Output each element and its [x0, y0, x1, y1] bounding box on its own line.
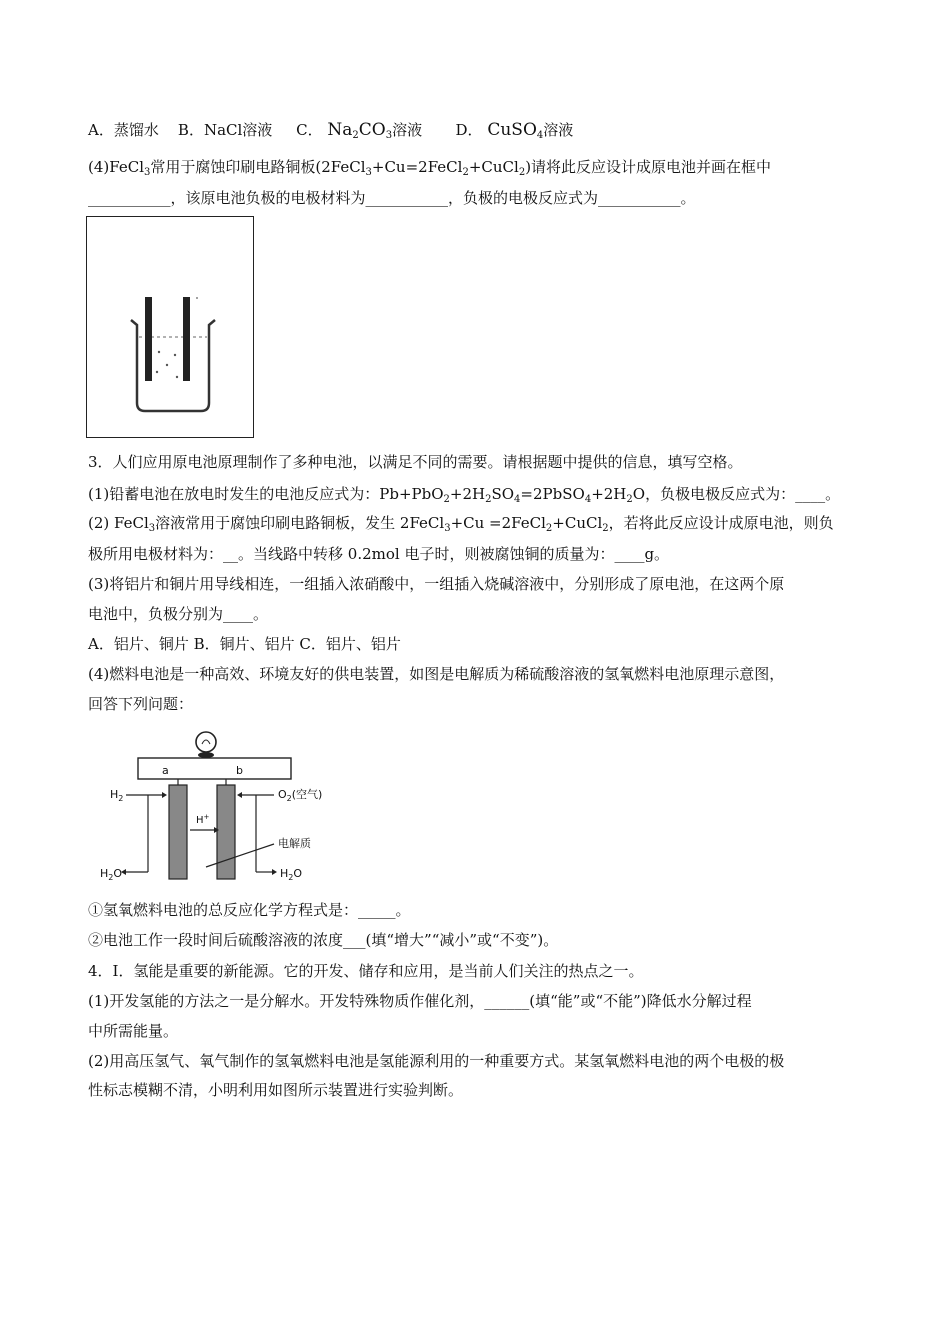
electrode-a [169, 785, 187, 879]
h2o-left-sub: 2 [108, 873, 114, 882]
text-run: +CuCl [552, 514, 603, 532]
o2-text: O [278, 788, 287, 801]
subscript: 2 [545, 523, 553, 534]
fuel-cell-diagram [96, 722, 356, 887]
q3-part4-line1: (4)燃料电池是一种高效、环境友好的供电装置，如图是电解质为稀硫酸溶液的氢氧燃料电池原理示意图， [88, 665, 785, 683]
text-run: +2H [591, 485, 627, 503]
q3-part3-line2: 电池中，负极分别为____。 [88, 605, 269, 623]
bubble [174, 354, 176, 356]
q3-part3-line1: (3)将铝片和铜片用导线相连，一组插入浓硝酸中，一组插入烧碱溶液中，分别形成了原电池，在这两个原 [88, 575, 785, 593]
h-plus-sup: + [203, 813, 210, 821]
external-circuit [138, 758, 291, 779]
h2-sub: 2 [118, 794, 124, 803]
bulb-icon [196, 732, 216, 752]
text-run: (2) FeCl [88, 514, 149, 532]
option-d-suffix: 溶液 [543, 121, 574, 139]
subscript: 3 [144, 167, 151, 178]
q2-options-line [88, 120, 573, 146]
q3-part2-line1 [88, 513, 834, 539]
subscript: 4 [584, 494, 592, 505]
label-h-plus [196, 813, 210, 826]
q4-intro: 4．I．氢能是重要的新能源。它的开发、储存和应用，是当前人们关注的热点之一。 [88, 962, 644, 980]
subscript: 2 [602, 523, 609, 534]
h2-text: H [110, 788, 119, 801]
text-run: )请将此反应设计成原电池并画在框中 [525, 158, 772, 176]
h2o-right-o: O [293, 867, 303, 880]
option-d-prefix: D． [455, 121, 483, 139]
h2o-right-arrowhead [272, 869, 277, 875]
q4-part1-line1: (1)开发氢能的方法之一是分解水。开发特殊物质作催化剂，______(填“能”或“不能”)降低水分解过程 [88, 992, 752, 1010]
text-run: O，负极电极反应式为：____。 [632, 485, 841, 503]
text-run: +Cu =2FeCl [450, 514, 546, 532]
q3-part4-line2: 回答下列问题： [88, 695, 194, 713]
option-a: A．蒸馏水 [88, 121, 159, 139]
text-run: +CuCl [468, 158, 519, 176]
label-a: a [162, 764, 169, 777]
q3-intro: 3．人们应用原电池原理制作了多种电池，以满足不同的需要。请根据题中提供的信息，填写空格。 [88, 453, 743, 471]
label-o2 [278, 787, 322, 803]
q4-part2-line1: (2)用高压氢气、氧气制作的氢氧燃料电池是氢能源利用的一种重要方式。某氢氧燃料电池的两个电极的极 [88, 1052, 785, 1070]
subscript: 3 [365, 167, 372, 178]
option-c-suffix: 溶液 [392, 121, 423, 139]
label-b: b [236, 764, 243, 777]
option-d-sub: 4 [536, 130, 544, 141]
text-run: SO [491, 485, 515, 503]
text-run: +2H [449, 485, 486, 503]
q4-part2-line2: 性标志模糊不清，小明利用如图所示装置进行实验判断。 [88, 1081, 464, 1099]
option-c-formula-na: Na [327, 120, 353, 140]
bulb-filament [202, 740, 210, 744]
option-c-formula-co: CO [358, 120, 386, 140]
h2o-left-o: O [113, 867, 123, 880]
h2-arrowhead [162, 792, 167, 798]
q3-part1 [88, 484, 840, 510]
beaker-illustration [87, 217, 253, 437]
subscript: 4 [514, 494, 521, 505]
beaker-outline [131, 320, 215, 411]
subscript: 2 [443, 494, 450, 505]
electrolyte-pointer [206, 844, 274, 867]
o2-sub: 2 [286, 794, 292, 803]
label-h2o-right [280, 867, 302, 882]
h-plus-text: H [196, 815, 204, 826]
label-h2o-left [100, 867, 122, 882]
text-run: (4)FeCl [88, 158, 144, 176]
bubble [156, 371, 158, 373]
electrode-right [183, 297, 190, 381]
option-b: B．NaCl溶液 [177, 121, 273, 139]
q3-part4-question2: ②电池工作一段时间后硫酸溶液的浓度___(填“增大”“减小”或“不变”)。 [88, 931, 559, 949]
option-c-sub2: 2 [352, 130, 359, 141]
text-run: =2PbSO [520, 485, 585, 503]
h2o-right-sub: 2 [288, 873, 294, 882]
bubble [176, 376, 178, 378]
option-c-sub3: 3 [385, 130, 393, 141]
option-c-prefix: C． [296, 121, 323, 139]
bulb-base [198, 752, 214, 758]
bubble [166, 364, 168, 366]
label-h2 [110, 788, 123, 803]
bubble [158, 351, 160, 353]
o2-arrowhead [237, 792, 242, 798]
option-d-formula: CuSO [487, 120, 537, 140]
electrode-b [217, 785, 235, 879]
q3-part3-options: A．铝片、铜片 B．铜片、铝片 C．铝片、铝片 [88, 635, 401, 653]
q2-part4-line1 [88, 157, 771, 183]
q2-part4-line2: ___________，该原电池负极的电极材料为___________，负极的电极反应式为___________。 [88, 189, 696, 207]
beaker-figure-box [86, 216, 254, 438]
subscript: 2 [485, 494, 492, 505]
label-electrolyte: 电解质 [278, 837, 311, 850]
text-run: (1)铅蓄电池在放电时发生的电池反应式为：Pb+PbO [88, 485, 444, 503]
fuel-cell-svg [96, 722, 356, 887]
subscript: 2 [626, 494, 633, 505]
q4-part1-line2: 中所需能量。 [88, 1022, 179, 1040]
o2-air: (空气) [291, 788, 323, 801]
q3-part4-question1: ①氢氧燃料电池的总反应化学方程式是：_____。 [88, 901, 411, 919]
subscript: 2 [518, 167, 526, 178]
text-run: +Cu=2FeCl [371, 158, 463, 176]
h2o-right-h: H [280, 867, 289, 880]
text-run: 常用于腐蚀印刷电路铜板(2FeCl [150, 158, 366, 176]
text-run: 溶液常用于腐蚀印刷电路铜板，发生 2FeCl [155, 514, 445, 532]
subscript: 3 [444, 523, 451, 534]
subscript: 2 [462, 167, 469, 178]
q3-part2-line2: 极所用电极材料为：__。当线路中转移 0.2mol 电子时，则被腐蚀铜的质量为：____g。 [88, 545, 670, 563]
electrode-left [145, 297, 152, 381]
h2o-left-h: H [100, 867, 109, 880]
text-run: ，若将此反应设计成原电池，则负 [608, 514, 834, 532]
subscript: 3 [148, 523, 156, 534]
